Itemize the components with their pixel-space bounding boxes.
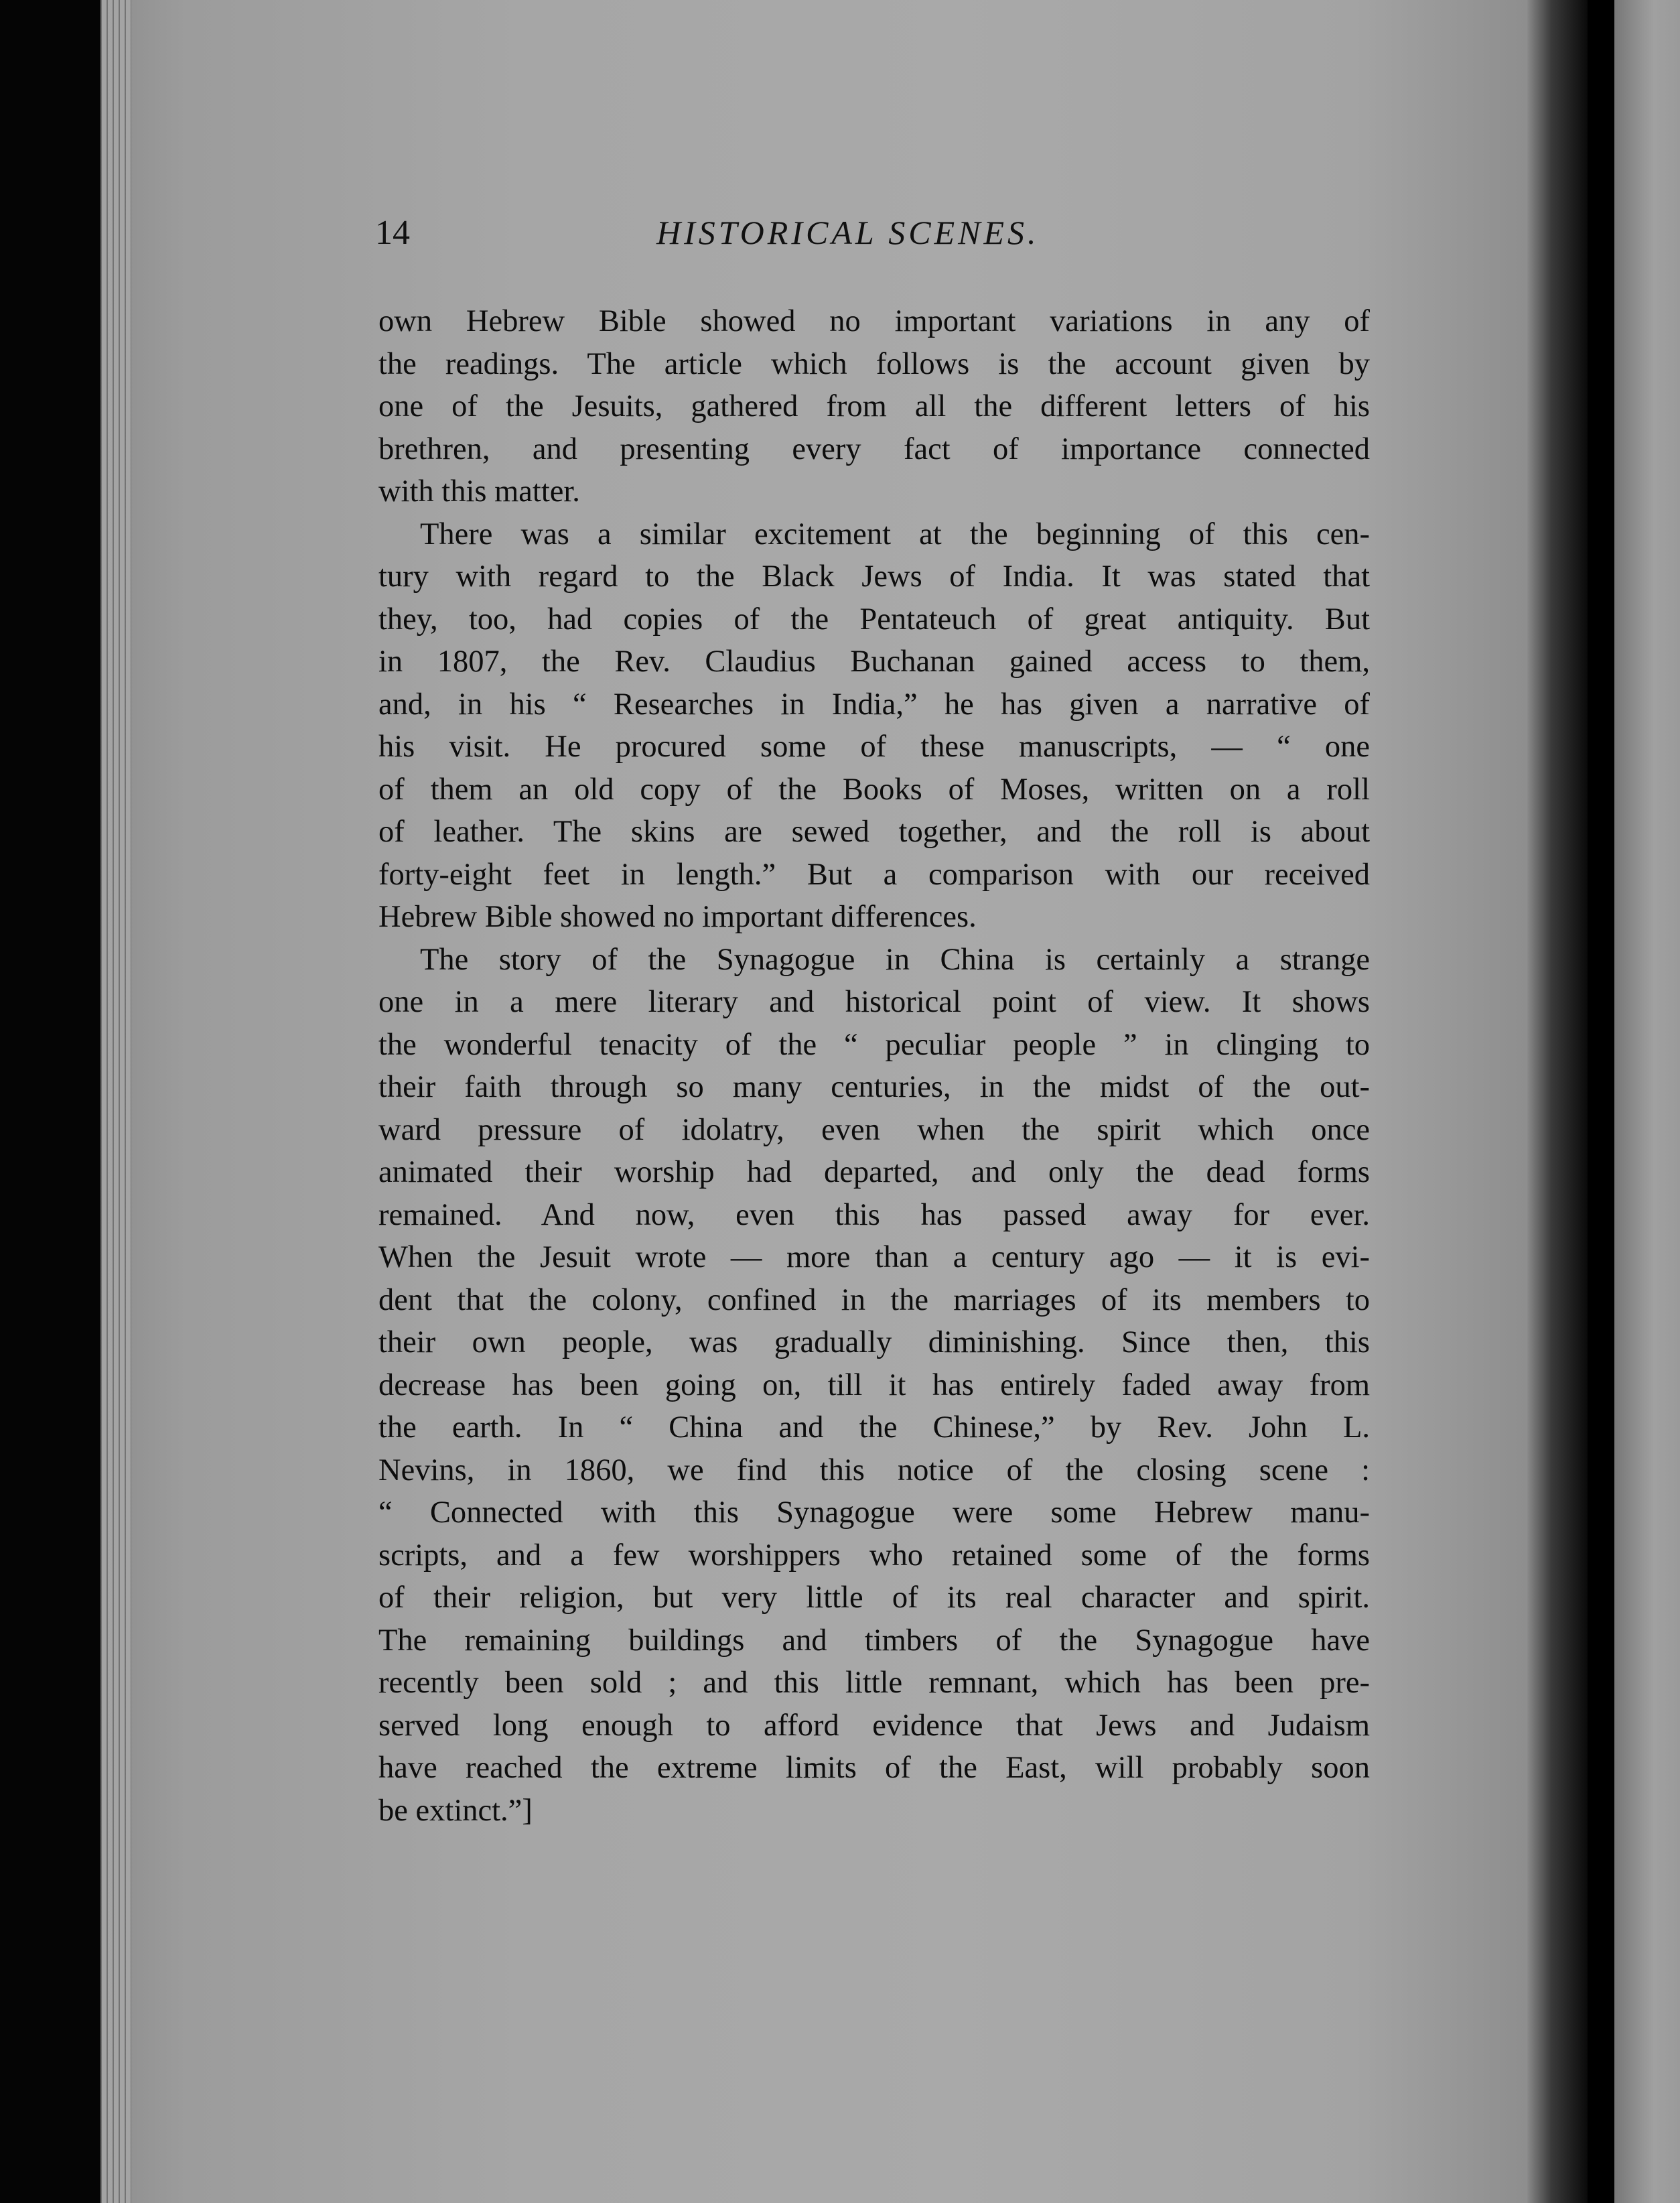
text-line: served long enough to afford evidence that Jews and Judaism <box>378 1708 1370 1743</box>
text-line: “ Connected with this Synagogue were some Hebrew manu- <box>378 1495 1370 1530</box>
text-line: his visit. He procured some of these manuscripts, — “ one <box>378 730 1370 764</box>
text-line: have reached the extreme limits of the East, will probably soon <box>378 1751 1370 1785</box>
text-line: animated their worship had departed, and only the dead forms <box>378 1155 1370 1189</box>
text-line: The remaining buildings and timbers of the Synagogue have <box>378 1623 1370 1658</box>
text-line: the readings. The article which follows is the account given by <box>378 346 1370 381</box>
text-line: of them an old copy of the Books of Moses, written on a roll <box>378 772 1370 807</box>
binding-gutter <box>1527 0 1588 2203</box>
text-line: Nevins, in 1860, we find this notice of the closing scene : <box>378 1453 1370 1487</box>
text-line: forty-eight feet in length.” But a comparison with our received <box>378 857 1370 892</box>
running-title: HISTORICAL SCENES. <box>656 214 1040 251</box>
text-line: own Hebrew Bible showed no important variations in any of <box>378 304 1370 338</box>
text-line: the earth. In “ China and the Chinese,” by Rev. John L. <box>378 1410 1370 1445</box>
facing-page-edge <box>1614 0 1680 2203</box>
text-line: of leather. The skins are sewed together, and the roll is about <box>378 815 1370 849</box>
body-text <box>378 300 1370 1832</box>
text-line: one of the Jesuits, gathered from all the different letters of his <box>378 389 1370 423</box>
text-line: they, too, had copies of the Pentateuch of great antiquity. But <box>378 602 1370 637</box>
paragraph-1 <box>378 300 1370 513</box>
text-line: their own people, was gradually diminishing. Since then, this <box>378 1325 1370 1359</box>
text-line: be extinct.”] <box>378 1793 533 1828</box>
text-line: dent that the colony, confined in the marriages of its members to <box>378 1282 1370 1317</box>
text-line: remained. And now, even this has passed away for ever. <box>378 1197 1370 1232</box>
text-line: in 1807, the Rev. Claudius Buchanan gained access to them, <box>378 645 1370 679</box>
text-line: There was a similar excitement at the beginning of this cen- <box>420 517 1370 551</box>
text-line: brethren, and presenting every fact of importance connected <box>378 431 1370 466</box>
text-line: When the Jesuit wrote — more than a century ago — it is evi- <box>378 1240 1370 1274</box>
page-number: 14 <box>375 214 410 252</box>
page-edge-stack <box>100 0 131 2203</box>
paragraph-2 <box>378 513 1370 939</box>
text-line: tury with regard to the Black Jews of India. It was stated that <box>378 559 1370 594</box>
text-line: scripts, and a few worshippers who retained some of the forms <box>378 1538 1370 1573</box>
text-line: and, in his “ Researches in India,” he has given a narrative of <box>378 687 1370 722</box>
text-line: recently been sold ; and this little remnant, which has been pre- <box>378 1666 1370 1700</box>
text-line: ward pressure of idolatry, even when the spirit which once <box>378 1112 1370 1147</box>
text-line: Hebrew Bible showed no important differences. <box>378 900 977 934</box>
paragraph-3 <box>378 939 1370 1832</box>
text-line: of their religion, but very little of its real character and spirit. <box>378 1581 1370 1615</box>
book-spine-shadow <box>1588 0 1614 2203</box>
running-header <box>375 213 1112 260</box>
text-line: their faith through so many centuries, in the midst of the out- <box>378 1070 1370 1104</box>
text-line: one in a mere literary and historical point of view. It shows <box>378 985 1370 1019</box>
text-line: decrease has been going on, till it has entirely faded away from <box>378 1367 1370 1402</box>
text-line: The story of the Synagogue in China is certainly a strange <box>420 942 1370 977</box>
text-line: with this matter. <box>378 474 580 509</box>
text-line: the wonderful tenacity of the “ peculiar people ” in clinging to <box>378 1027 1370 1062</box>
